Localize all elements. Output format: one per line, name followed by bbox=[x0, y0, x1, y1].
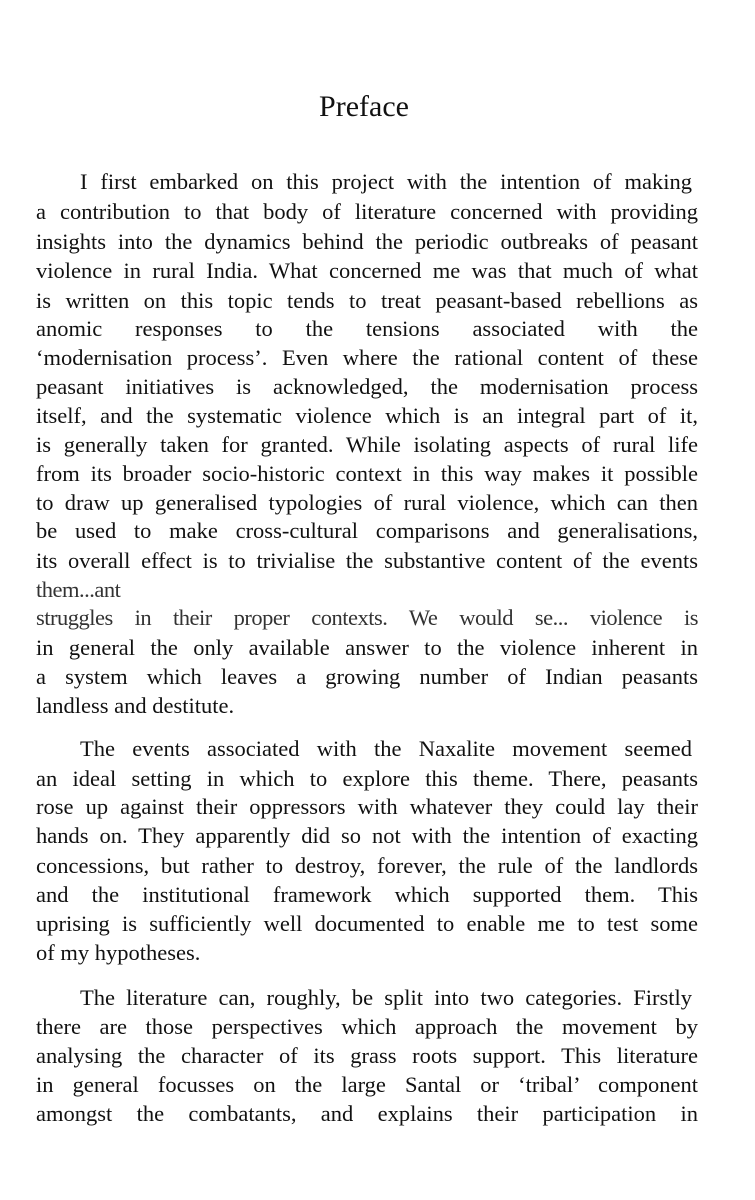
page-title: Preface bbox=[319, 90, 409, 123]
text-line: is written on this topic tends to treat peasant-based rebellions as bbox=[36, 288, 698, 313]
text-line: itself, and the systematic violence which is an integral part of it, bbox=[36, 403, 698, 428]
text-line: peasant initiatives is acknowledged, the modernisation process bbox=[36, 374, 698, 399]
text-line: in general the only available answer to the violence inherent in bbox=[36, 635, 698, 660]
text-line: there are those perspectives which approach the movement by bbox=[36, 1014, 698, 1039]
text-line: a system which leaves a growing number of Indian peasants bbox=[36, 664, 698, 689]
text-line: violence in rural India. What concerned me was that much of what bbox=[36, 258, 698, 283]
text-line: is generally taken for granted. While isolating aspects of rural life bbox=[36, 432, 698, 457]
text-line: rose up against their oppressors with whatever they could lay their bbox=[36, 794, 698, 819]
text-line: its overall effect is to trivialise the substantive content of the events bbox=[36, 548, 698, 573]
text-line: uprising is sufficiently well documented to enable me to test some bbox=[36, 911, 698, 936]
text-line: from its broader socio-historic context in this way makes it possible bbox=[36, 461, 698, 486]
text-line: amongst the combatants, and explains their participation in bbox=[36, 1101, 698, 1126]
text-line: concessions, but rather to destroy, forever, the rule of the landlords bbox=[36, 853, 698, 878]
text-line: a contribution to that body of literature concerned with providing bbox=[36, 199, 698, 224]
text-line: hands on. They apparently did so not with the intention of exacting bbox=[36, 823, 698, 848]
text-line: analysing the character of its grass roots support. This literature bbox=[36, 1043, 698, 1068]
text-line: in general focusses on the large Santal or ‘tribal’ component bbox=[36, 1072, 698, 1097]
text-line: The literature can, roughly, be split into two categories. Firstly bbox=[80, 985, 692, 1010]
text-line: anomic responses to the tensions associated with the bbox=[36, 316, 698, 341]
text-line: I first embarked on this project with the intention of making bbox=[80, 169, 692, 194]
text-line: ‘modernisation process’. Even where the rational content of these bbox=[36, 345, 698, 370]
text-line: The events associated with the Naxalite movement seemed bbox=[80, 736, 692, 761]
text-line: of my hypotheses. bbox=[36, 940, 201, 965]
text-line: to draw up generalised typologies of rural violence, which can then bbox=[36, 490, 698, 515]
text-line-smudged: struggles in their proper contexts. We would se... violence is bbox=[36, 605, 698, 630]
text-line-smudged: them...ant bbox=[36, 577, 121, 602]
text-line: landless and destitute. bbox=[36, 693, 235, 718]
text-line: an ideal setting in which to explore this theme. There, peasants bbox=[36, 766, 698, 791]
text-line: insights into the dynamics behind the periodic outbreaks of peasant bbox=[36, 229, 698, 254]
text-line: be used to make cross-cultural comparisons and generalisations, bbox=[36, 518, 698, 543]
text-line: and the institutional framework which supported them. This bbox=[36, 882, 698, 907]
